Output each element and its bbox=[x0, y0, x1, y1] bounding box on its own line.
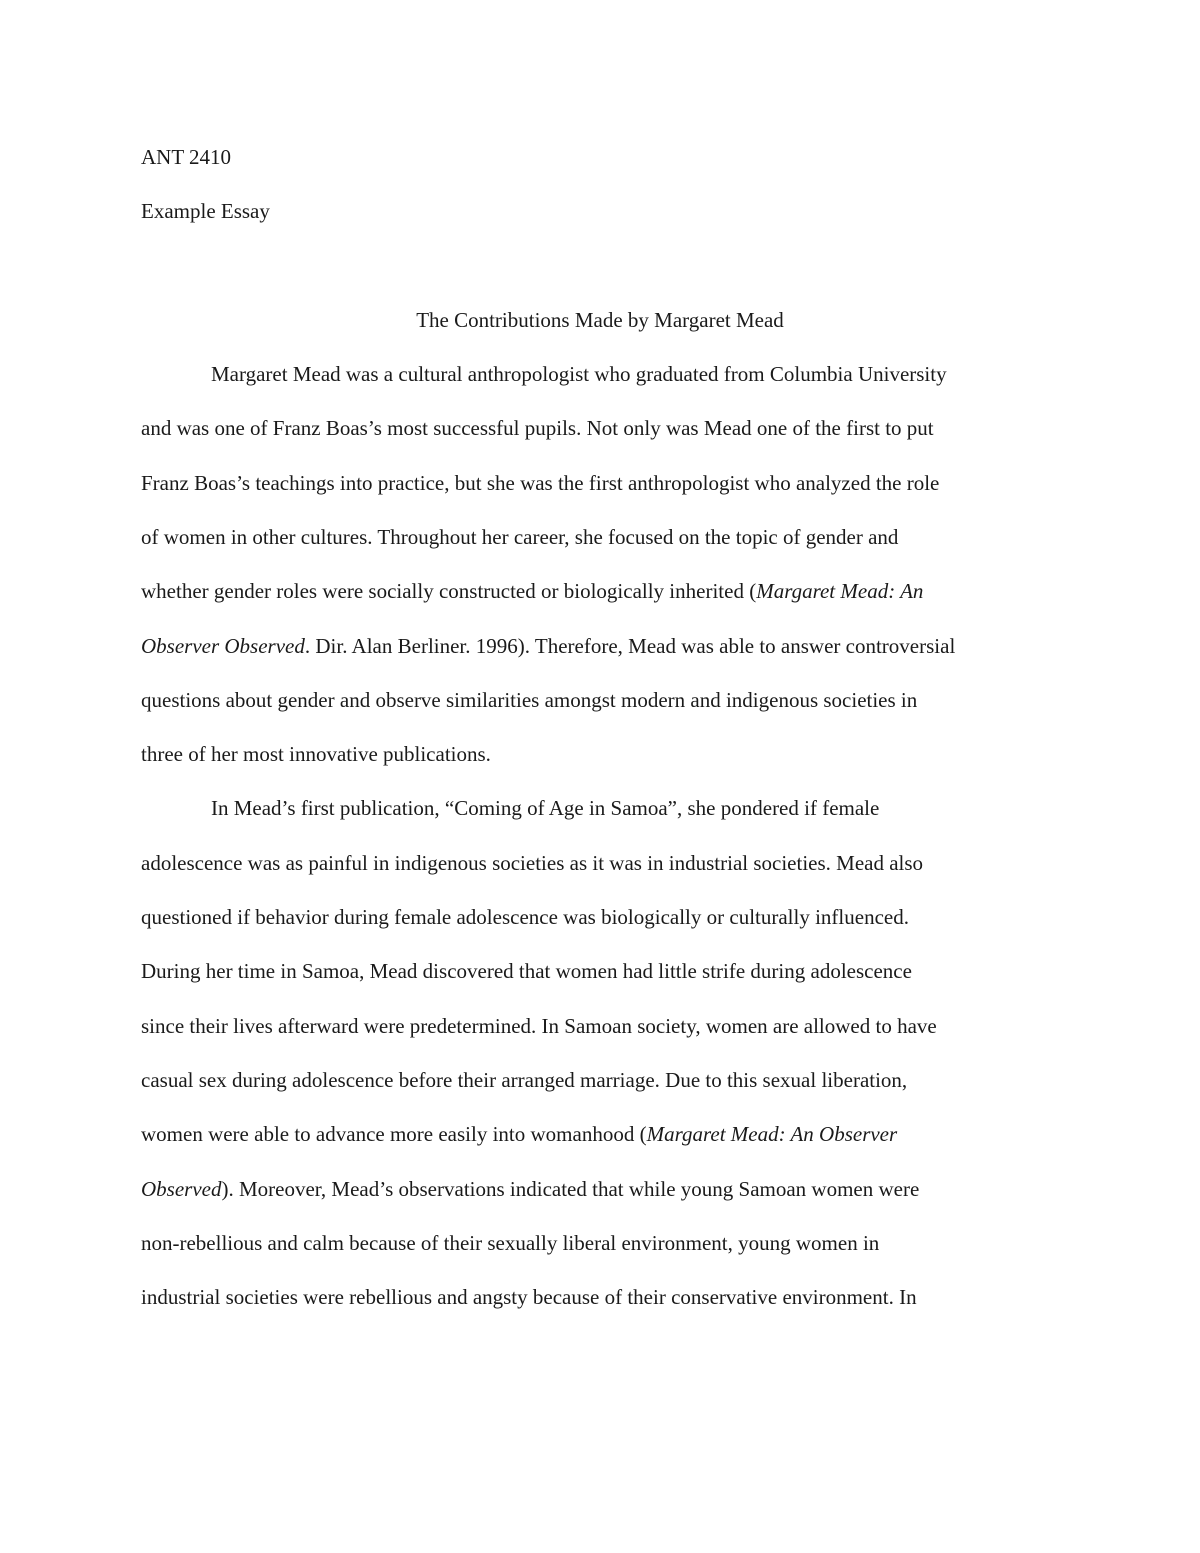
line-text: since their lives afterward were predetermined. In Samoan society, women are allowed to have bbox=[141, 1013, 937, 1038]
line-text: and was one of Franz Boas’s most successful pupils. Not only was Mead one of the first to put bbox=[141, 416, 934, 441]
essay-label: Example Essay bbox=[141, 199, 270, 223]
line-text: Margaret Mead was a cultural anthropologist who graduated from Columbia University bbox=[211, 362, 947, 386]
line-text: adolescence was as painful in indigenous societies as it was in industrial societies. Mead also bbox=[141, 850, 924, 875]
line-text: In Mead’s first publication, “Coming of Age in Samoa”, she pondered if female bbox=[211, 796, 880, 821]
citation-italic: Margaret Mead: An Observer bbox=[646, 1122, 898, 1147]
line-text: ). Moreover, Mead’s observations indicated that while young Samoan women were bbox=[221, 1176, 920, 1201]
line-text: During her time in Samoa, Mead discovered that women had little strife during adolescence bbox=[141, 959, 912, 984]
body-line bbox=[141, 957, 912, 985]
body-line bbox=[141, 1120, 897, 1148]
line-text: . Dir. Alan Berliner. 1996). Therefore, Mead was able to answer controversial bbox=[304, 633, 956, 658]
line-text: casual sex during adolescence before their arranged marriage. Due to this sexual liberation, bbox=[141, 1067, 908, 1092]
body-line bbox=[141, 577, 923, 605]
citation-italic: Margaret Mead: An bbox=[756, 579, 924, 604]
body-line bbox=[141, 469, 939, 497]
course-code: ANT 2410 bbox=[141, 145, 232, 169]
body-line bbox=[211, 360, 947, 388]
body-line bbox=[141, 740, 491, 768]
body-line bbox=[141, 1066, 907, 1094]
line-text: industrial societies were rebellious and angsty because of their conservative environment. In bbox=[141, 1285, 917, 1310]
body-line bbox=[141, 849, 923, 877]
body-line bbox=[141, 632, 955, 660]
body-line bbox=[141, 686, 917, 714]
body-line bbox=[141, 1175, 919, 1203]
line-text: three of her most innovative publications. bbox=[141, 742, 491, 767]
body-line bbox=[141, 903, 909, 931]
line-text: non-rebellious and calm because of their sexually liberal environment, young women in bbox=[141, 1230, 880, 1255]
body-line bbox=[141, 1229, 879, 1257]
line-text: women were able to advance more easily into womanhood ( bbox=[141, 1122, 647, 1147]
body-line bbox=[211, 794, 879, 822]
body-line bbox=[141, 414, 934, 442]
line-text: Franz Boas’s teachings into practice, but she was the first anthropologist who analyzed the role bbox=[141, 470, 940, 495]
body-line bbox=[141, 1012, 937, 1040]
body-line bbox=[141, 523, 898, 551]
line-text: questioned if behavior during female adolescence was biologically or culturally influenced. bbox=[141, 905, 909, 929]
body-line bbox=[141, 1283, 917, 1311]
citation-italic: Observer Observed bbox=[141, 633, 305, 658]
line-text: of women in other cultures. Throughout her career, she focused on the topic of gender and bbox=[141, 524, 899, 549]
line-text: whether gender roles were socially constructed or biologically inherited ( bbox=[141, 579, 757, 604]
citation-italic: Observed bbox=[141, 1176, 222, 1201]
line-text: questions about gender and observe similarities amongst modern and indigenous societies in bbox=[141, 687, 918, 712]
essay-title: The Contributions Made by Margaret Mead bbox=[416, 308, 784, 332]
